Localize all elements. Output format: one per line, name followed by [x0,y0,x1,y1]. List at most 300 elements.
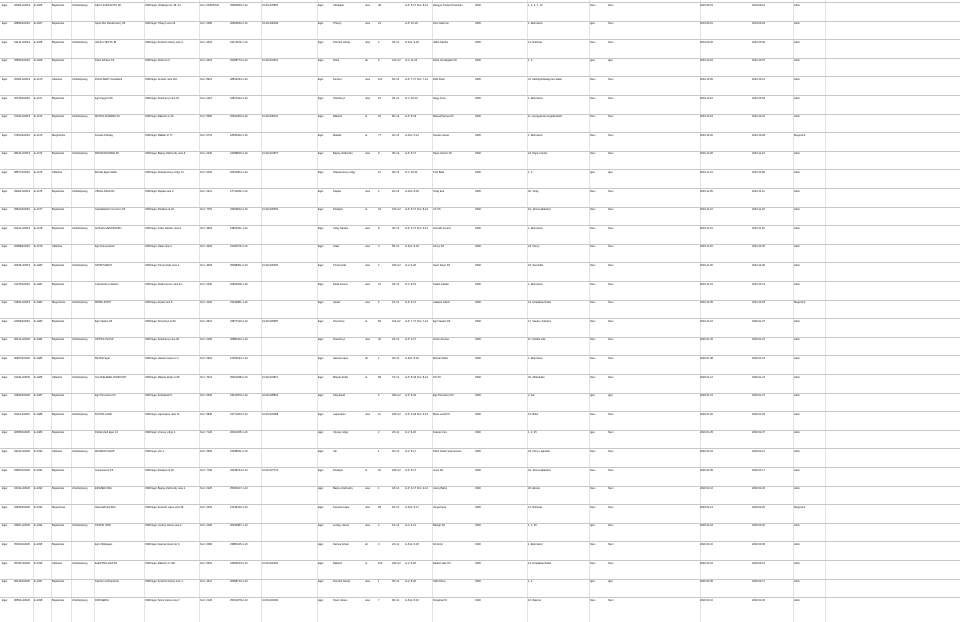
table-cell: Bejelentés [52,319,65,323]
table-cell: 2020.03.05 [700,580,713,584]
table-cell: Eger [2,394,8,398]
table-cell: 2020.01.07 [752,319,765,323]
table-cell: Nem [608,77,614,81]
table-row[interactable] [0,281,960,289]
table-cell: Bejelentés [52,412,65,416]
table-cell: 2019.10.25 [700,152,713,156]
table-cell: Üzlethelyiség [72,77,88,81]
table-cell: 3300 [475,208,481,212]
table-cell: Eger [318,77,324,81]
table-cell: 2 [378,524,380,528]
table-cell: H-P: 8-17 Szo: 8-12 [405,3,428,7]
table-cell: H-V: 9-20 [405,561,417,565]
table-cell: Aktív [794,115,800,119]
table-cell: E-1491 [34,468,43,472]
table-cell: 15338021-2-10 [230,449,248,453]
table-cell: utca [365,226,370,230]
table-cell: Szvorényi [333,319,345,323]
table-row[interactable] [0,467,960,475]
table-cell: 24471103-1-10 [230,40,248,44]
table-row[interactable] [0,486,960,494]
table-cell: 2020.02.01 [700,449,713,453]
table-cell: 41820-2/2019 [14,301,31,305]
table-cell: 22 [378,208,381,212]
table-cell: 8 [378,226,380,230]
table-cell: Kertész [333,77,342,81]
table-cell: 1. Élelmiszer [528,356,543,360]
table-cell: Bejelentés [52,487,65,491]
table-cell: 3300 [475,598,481,602]
table-cell: 20 m2 [392,431,400,435]
table-cell: Bejelentés [52,22,65,26]
table-cell: 18554320-1-10 [230,133,248,137]
table-cell: E-1468 [34,40,43,44]
table-cell: Eger [318,394,324,398]
table-cell: E-1477 [34,208,43,212]
table-cell: Nem [608,449,614,453]
table-cell: 3300 Eger Katona István tér 3. [145,542,181,546]
table-cell: Kőlyuktető [333,394,346,398]
table-cell: 3300 Eger Hatvani kapu tér 1. [145,356,180,360]
table-cell: Aktív [794,449,800,453]
table-cell: Nem [590,505,596,509]
table-cell: Knézich Károly [333,40,351,44]
table-cell: 2019.10.20 [700,133,713,137]
table-cell: 1, 2, 25 [528,431,537,435]
table-cell: Eger [318,356,324,360]
table-cell: 06590-2/2020 [14,598,31,602]
table-cell: 01802/2/2020 [14,394,30,398]
table-cell: 6 [378,301,380,305]
table-cell: 2020.02.10 [700,487,713,491]
table-cell: Lakatos Gábor [433,301,451,305]
table-cell: Arany Bálint [433,487,447,491]
table-cell: Vécsey völgy [333,431,349,435]
table-cell: Eger [2,170,8,174]
table-cell: Eger [2,282,8,286]
table-cell: Eger [2,77,8,81]
table-row[interactable] [0,430,960,438]
table-cell: hrsz: 9330 [200,394,213,398]
table-row[interactable] [0,597,960,605]
table-cell: 3300 [475,524,481,528]
table-cell: Bejelentés [52,468,65,472]
table-cell: E-1495 [34,542,43,546]
table-cell: E-1485 [34,356,43,360]
table-cell: 35581/2/2019 [14,59,30,63]
table-cell: 31. Mezőgazdasági termékek [528,77,562,81]
table-cell: 20 m2 [392,189,400,193]
table-cell: 2019.10.01 [700,59,713,63]
table-cell: H-P: 9-18 Szo: 9-13 [405,412,428,416]
table-cell: 27003194-1-10 [230,356,248,360]
table-cell: Eger [318,208,324,212]
table-cell: H-V: 6-21 [405,524,417,528]
table-cell: 2019.10.02 [752,40,765,44]
table-cell: E-1479 [34,245,43,249]
table-cell: Gumiszerviz Kft [95,468,114,472]
table-cell: Kis Ernő [433,542,443,546]
table-cell: E-1494 [34,524,43,528]
table-cell: utca [365,282,370,286]
table-cell: Eger [2,580,8,584]
table-cell: 24771203-2-10 [230,412,248,416]
table-cell: 2019.11.10 [700,208,713,212]
table-cell: 2015.09.01 [700,3,713,7]
table-cell: Üzlethelyiség [72,189,88,193]
table-cell: Üzlethelyiség [72,115,88,119]
table-cell: 70 m2 [392,375,400,379]
table-cell: utca [365,22,370,26]
table-cell: 3300 [475,449,481,453]
table-cell: DROGÉRIA [95,598,109,602]
table-cell: utca [365,152,370,156]
table-cell: 04455/2/2020 [14,505,30,509]
table-cell: 3300 [475,59,481,63]
table-cell: Horváth Ferenc [433,226,451,230]
table-cell: Bútor-Land Kft [433,412,450,416]
table-cell: 01-09-278822 [262,3,279,7]
table-cell: Aktív [794,338,800,342]
table-cell: 37901/2/2019 [14,133,30,137]
table-cell: 2020.01.20 [700,412,713,416]
table-cell: Üzlethelyiség [72,226,88,230]
table-cell: hrsz: 9102 [200,170,213,174]
table-cell: 2020.03.01 [700,561,713,565]
table-cell: Egri Pincészet Kft [95,394,116,398]
table-cell: Üzlethelyiség [72,561,88,565]
table-cell: 1. Élelmiszer [528,226,543,230]
table-cell: 38 [378,3,381,7]
table-row[interactable] [0,58,960,66]
table-cell: Eger [318,263,324,267]
table-cell: Egri Fagyizó Bt [95,96,113,100]
table-cell: Eger [2,431,8,435]
table-cell: 300 m2 [392,394,401,398]
table-cell: Tihanyi [333,22,342,26]
table-cell: Kistályai [333,468,343,472]
table-cell: Eger [2,356,8,360]
table-cell: Virág Éva [433,189,445,193]
table-cell: hrsz: 5610 [200,561,213,565]
table-row[interactable] [0,300,960,308]
table-cell: Nem [608,505,614,509]
table-cell: Nem [590,449,596,453]
table-cell: Könyv Kft [433,245,445,249]
table-cell: Zöld Péter [433,77,445,81]
table-cell: Knézich Károly [333,580,351,584]
table-cell: 3300 Eger Árpád utca 6. [145,301,174,305]
table-cell: 26880412-1-10 [230,338,248,342]
table-cell: 3300 Eger Rákóczi út 45. [145,115,175,119]
table-cell: Eger [318,524,324,528]
table-cell: Oláh Petra [433,580,446,584]
table-cell: Eger [318,115,324,119]
table-cell: Sport Depo Kft [433,263,451,267]
table-cell: Nem [608,152,614,156]
table-cell: H-P: 9-17 [405,338,417,342]
table-cell: E-1472 [34,115,43,119]
table-cell: 25998001-2-10 [230,263,248,267]
table-row[interactable] [0,151,960,159]
table-cell: Nem [590,319,596,323]
table-cell: 3300 Eger Rákóczi út 100. [145,561,176,565]
table-cell: 7 [378,598,380,602]
table-cell: Bejelentés [52,189,65,193]
table-row[interactable] [0,411,960,419]
table-cell: Nem [590,152,596,156]
table-cell: utca [365,412,370,416]
table-cell: Nem [590,542,596,546]
table-cell: H-V: 10-22 [405,170,418,174]
table-cell: Eger [318,375,324,379]
table-cell: 2. Ital [528,394,535,398]
table-cell: hrsz: 5560 [200,115,213,119]
table-cell: hrsz: 2410 [200,505,213,509]
table-cell: 2019.11.04 [752,152,765,156]
table-cell: 36002-2/2019 [14,77,31,81]
table-cell: 3300 [475,431,481,435]
table-cell: H-V: 10-20 [405,96,418,100]
table-cell: Eger [2,412,8,416]
table-cell: Igen [608,394,614,398]
table-cell: út [365,561,368,565]
table-cell: E-1476 [34,189,43,193]
table-cell: 2020.03.17 [752,580,765,584]
table-cell: 28890/2/2019 [14,22,30,26]
table-cell: 39004-2/2019 [14,189,31,193]
table-row[interactable] [0,76,960,84]
table-cell: 2019.11.15 [700,226,713,230]
table-cell: 41276/2/2019 [14,282,30,286]
table-cell: Eger [2,449,8,453]
table-cell: Eger [318,170,324,174]
table-cell: Nem [608,96,614,100]
table-cell: 3300 Eger Tihanyi utca 23. [145,22,176,26]
table-cell: Cukrászda a Sarkon [95,282,119,286]
table-cell: 3300 Eger Szépasszony-völgy 12. [145,170,185,174]
table-cell: hrsz: 7781 [200,208,213,212]
table-cell: út [365,319,368,323]
table-cell: 10. Illatszer [528,598,542,602]
table-row[interactable] [0,374,960,382]
table-cell: H-P: 8-16 [405,394,417,398]
table-cell: KEGY-KUKKANTÓ Kft [95,3,121,7]
table-cell: E-1498 [34,598,43,602]
table-row[interactable] [0,355,960,363]
table-cell: E-1473 [34,133,43,137]
table-row[interactable] [0,169,960,177]
table-cell: Aktív [794,77,800,81]
table-cell: 21190276-2-10 [230,245,248,249]
table-cell: Nem [590,77,596,81]
table-cell: hrsz: 2112 [200,96,212,100]
table-cell: 42003/2/2019 [14,319,30,323]
table-row[interactable] [0,541,960,549]
table-cell: Bejelentés [52,394,65,398]
table-cell: 2019.10.15 [700,115,713,119]
table-cell: 2020.01.15 [700,394,713,398]
table-cell: 2020.02.05 [700,468,713,472]
table-cell: 3300 [475,319,481,323]
table-cell: 26330987-1-10 [230,524,248,528]
table-cell: 23880145-1-10 [230,542,248,546]
table-row[interactable] [0,207,960,215]
table-cell: 10-09-034871 [262,375,279,379]
table-cell: Egri Vasáru Kft [95,319,113,323]
table-row[interactable] [0,560,960,568]
table-cell: 19822341-1-10 [230,226,248,230]
table-cell: Aktív [794,431,800,435]
table-cell: Eger [318,412,324,416]
table-cell: 400 m2 [392,561,401,565]
table-row[interactable] [0,225,960,233]
table-cell: 2 [378,40,380,44]
table-cell: 110 m2 [392,319,401,323]
table-cell: 3300 Eger Mátyás király út 99. [145,375,181,379]
table-row[interactable] [0,188,960,196]
table-cell: H-P: 8-17 Szo: 8-12 [405,208,428,212]
table-cell: 3300 [475,394,481,398]
table-cell: Elektro-Ház Kft [433,561,451,565]
table-row[interactable] [0,95,960,103]
table-cell: 3300 Eger Széchenyi utca 40. [145,338,180,342]
table-cell: 39541/2/2019 [14,208,30,212]
table-cell: Nem [608,226,614,230]
table-cell: 20. Ékszer [528,487,541,491]
table-cell: 27711093-1-10 [230,189,248,193]
table-cell: Bejelentés [52,542,65,546]
table-cell: H-P: 8-19 [405,115,417,119]
table-cell: 3300 Eger Szent János utca 7. [145,598,181,602]
table-row[interactable] [0,114,960,122]
table-cell: E-1480 [34,263,43,267]
table-cell: Aktív [794,319,800,323]
table-row[interactable] [0,244,960,252]
table-cell: 35 m2 [392,152,400,156]
table-row[interactable] [0,2,960,10]
table-row[interactable] [0,504,960,512]
table-cell: 2020.02.26 [752,505,765,509]
table-cell: Deák Ferenc [333,282,348,286]
table-cell: 3000 [475,3,481,7]
table-cell: Bejelentés [52,338,65,342]
table-cell: 2020.03.06 [752,542,765,546]
table-cell: 11. Optikai cikk [528,338,546,342]
table-row[interactable] [0,318,960,326]
table-cell: H-V: 6-20 [405,431,417,435]
table-cell: 2020.01.12 [700,375,713,379]
table-cell: 3300 Eger Kistályai út 40. [145,468,175,472]
table-cell: Hangya Tüzép Kft Hatvan [433,3,463,7]
table-cell: H-Szo: 8-18 [405,356,419,360]
table-cell: 3300 Eger Széchenyi utca 16. [145,96,180,100]
table-cell: 1, 2 [528,170,533,174]
table-cell: E-1483 [34,319,43,323]
table-cell: utca [365,3,370,7]
table-row[interactable] [0,579,960,587]
table-cell: 45 [378,115,381,119]
table-cell: Nem [608,542,614,546]
table-row[interactable] [0,132,960,140]
table-cell: 2019.10.05 [700,77,713,81]
table-row[interactable] [0,262,960,270]
table-cell: Bejelentés [52,263,65,267]
table-cell: hrsz: 2090 [200,542,213,546]
table-cell: 2020.02.22 [700,542,713,546]
table-cell: 2020.01.16 [752,356,765,360]
table-row[interactable] [0,21,960,29]
table-cell: H-P: 9-17 [405,301,417,305]
table-cell: ÉKSZER-ÓRA [95,487,112,491]
table-cell: 2020.01.25 [700,431,713,435]
table-cell: 21 [378,282,381,286]
table-row[interactable] [0,448,960,456]
table-row[interactable] [0,393,960,401]
table-cell: 2019.09.10 [752,3,765,7]
table-cell: Balogh Kft [433,524,445,528]
table-cell: Aktív [794,524,800,528]
table-cell: 3300 Eger Knézich Károly utca 2. [145,40,184,44]
table-cell: ÁLLATELEDEL DISZKONT [95,375,127,379]
table-cell: Nem [590,208,596,212]
table-cell: Használtruha Bolt [95,505,116,509]
table-row[interactable] [0,39,960,47]
table-cell: Eger [318,319,324,323]
table-cell: Nem [590,245,596,249]
table-cell: 4 [378,189,380,193]
table-cell: 26998710-1-10 [230,580,248,584]
table-cell: 2020.01.21 [752,375,765,379]
table-cell: E-1496 [34,561,43,565]
table-cell: 30. Virág [528,189,539,193]
table-cell: 10-09-028810 [262,394,279,398]
table-cell: hrsz: 6612 [200,319,213,323]
table-cell: 10-09-035101 [262,115,279,119]
table-cell: Aktív [794,561,800,565]
table-cell: Rákóczi [333,561,343,565]
table-cell: Dobó Vendéglátó Kft [433,59,457,63]
table-cell: tér [365,542,369,546]
table-cell: Mátyás király [333,375,349,379]
table-cell: Nem [590,96,596,100]
table-row[interactable] [0,337,960,345]
table-cell: 12 [378,170,381,174]
table-cell: 3300 [475,226,481,230]
table-cell: Aktív [794,59,800,63]
table-cell: Drogéria Kft [433,598,447,602]
table-row[interactable] [0,523,960,531]
table-cell: 180 m2 [392,468,401,472]
table-cell: Eger [2,505,8,509]
table-cell: Dobó Sörkert Kft [95,59,115,63]
table-cell: Igen [608,170,614,174]
table-cell: Aktív [794,22,800,26]
table-cell: Eger [318,40,324,44]
table-cell: Nem [590,356,596,360]
table-cell: Kovács István [433,133,450,137]
table-cell: Nem [608,40,614,44]
table-cell: Cifrakapu [333,3,345,7]
table-cell: 19. Jármű-alkatrész [528,208,551,212]
table-cell: 10-09-036020 [262,263,279,267]
table-cell: H-V: 9-19 [405,282,417,286]
table-cell: 03587/2/2020 [14,468,30,472]
table-cell: hrsz: 2186 [200,22,213,26]
table-cell: 100 [378,561,383,565]
table-cell: 10-09-034002 [262,598,279,602]
table-cell: E-1469 [34,59,43,63]
